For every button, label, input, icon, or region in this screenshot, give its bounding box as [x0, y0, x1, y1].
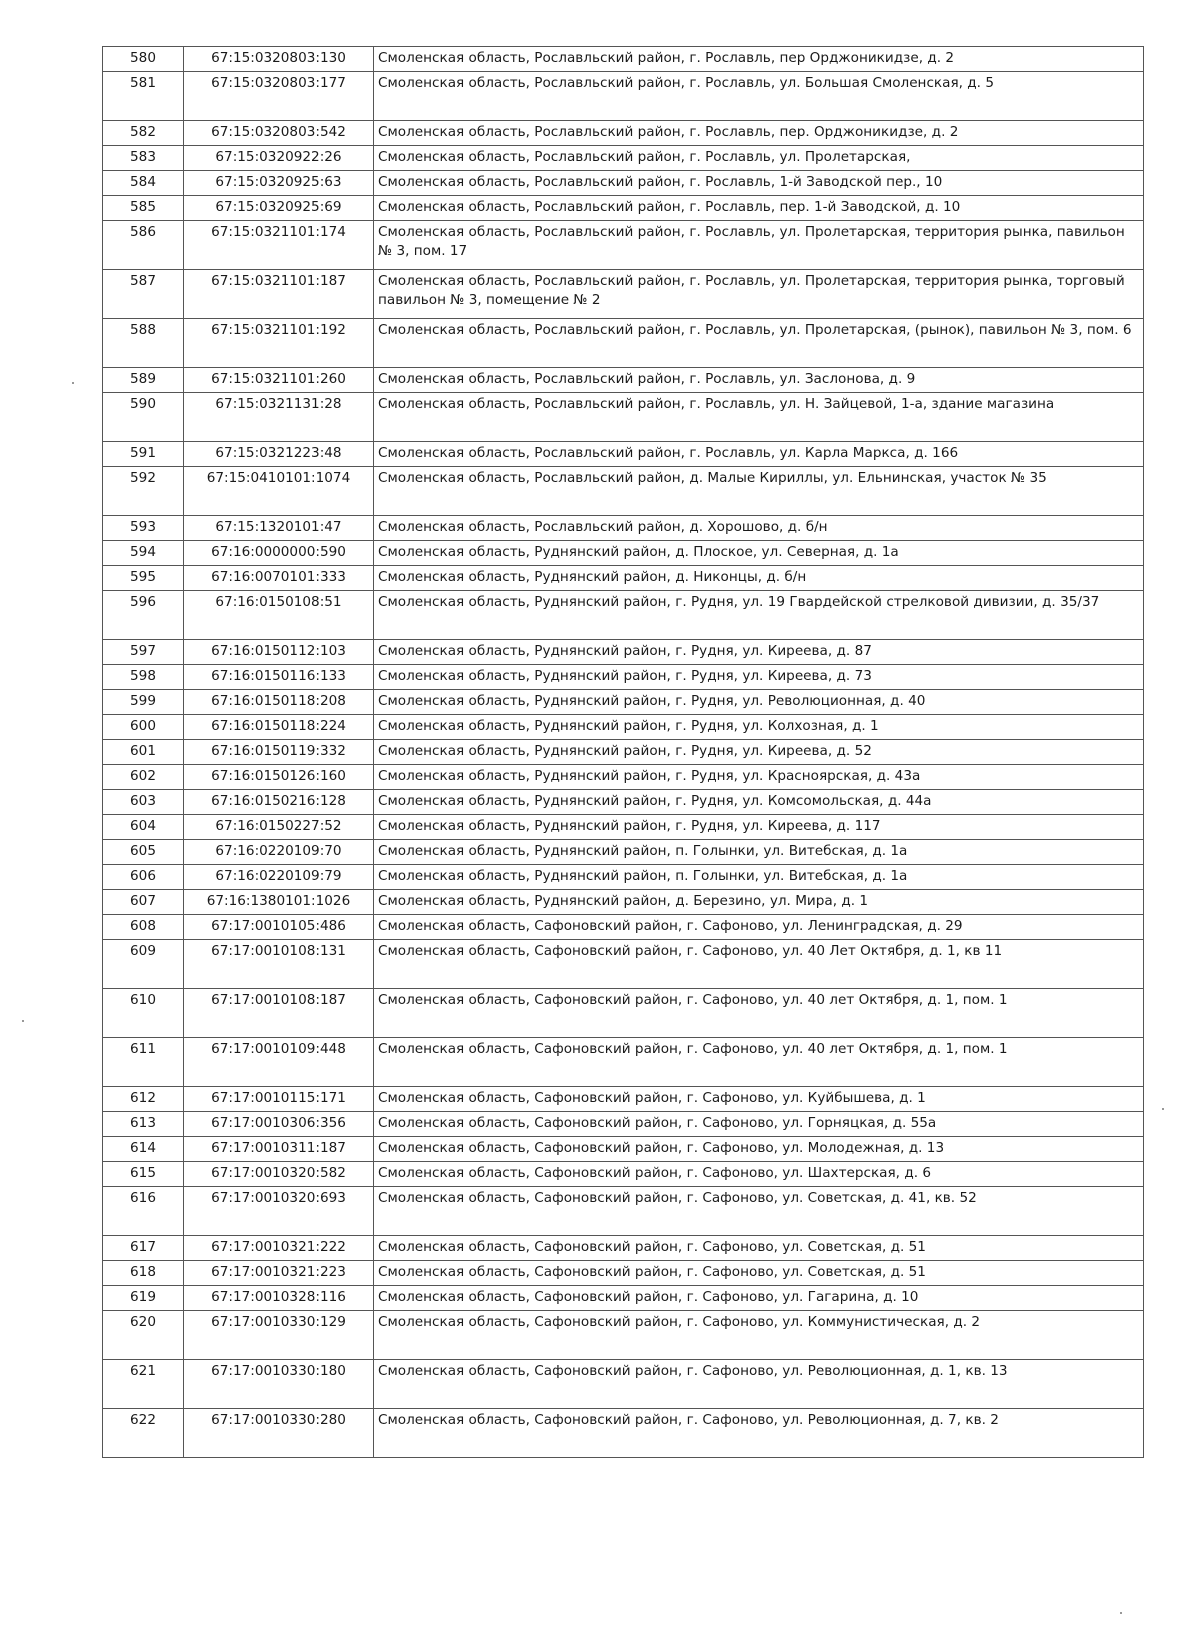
- table-row: [103, 1311, 1144, 1360]
- address-cell: Смоленская область, Руднянский район, п. Голынки, ул. Витебская, д. 1а: [374, 865, 1144, 890]
- address-cell: Смоленская область, Рославльский район, г. Рославль, ул. Пролетарская,: [374, 146, 1144, 171]
- table-row: [103, 1087, 1144, 1112]
- table-row: [103, 890, 1144, 915]
- scan-speck: [1162, 1108, 1164, 1110]
- address-cell: Смоленская область, Руднянский район, г. Рудня, ул. Красноярская, д. 43а: [374, 765, 1144, 790]
- cadastral-number-cell: 67:17:0010320:582: [184, 1162, 374, 1187]
- address-cell: Смоленская область, Руднянский район, г. Рудня, ул. Киреева, д. 87: [374, 640, 1144, 665]
- table-row: [103, 47, 1144, 72]
- row-number-cell: 585: [103, 196, 184, 221]
- cadastral-number-cell: 67:15:0321223:48: [184, 442, 374, 467]
- cadastral-number-cell: 67:17:0010328:116: [184, 1286, 374, 1311]
- address-cell: Смоленская область, Сафоновский район, г. Сафоново, ул. Куйбышева, д. 1: [374, 1087, 1144, 1112]
- row-number-cell: 593: [103, 516, 184, 541]
- cadastral-number-cell: 67:16:0150216:128: [184, 790, 374, 815]
- row-number-cell: 586: [103, 221, 184, 270]
- row-number-cell: 589: [103, 368, 184, 393]
- cadastral-number-cell: 67:16:0220109:79: [184, 865, 374, 890]
- row-number-cell: 597: [103, 640, 184, 665]
- address-cell: Смоленская область, Рославльский район, г. Рославль, ул. Карла Маркса, д. 166: [374, 442, 1144, 467]
- table-row: [103, 1286, 1144, 1311]
- row-number-cell: 621: [103, 1360, 184, 1409]
- cadastral-number-cell: 67:16:0150119:332: [184, 740, 374, 765]
- table-row: [103, 171, 1144, 196]
- row-number-cell: 620: [103, 1311, 184, 1360]
- table-row: [103, 121, 1144, 146]
- address-cell: Смоленская область, Руднянский район, г. Рудня, ул. Киреева, д. 117: [374, 815, 1144, 840]
- row-number-cell: 617: [103, 1236, 184, 1261]
- table-row: [103, 1137, 1144, 1162]
- registry-table-body: [103, 47, 1144, 1458]
- cadastral-number-cell: 67:17:0010115:171: [184, 1087, 374, 1112]
- row-number-cell: 588: [103, 319, 184, 368]
- table-row: [103, 591, 1144, 640]
- table-row: [103, 790, 1144, 815]
- cadastral-number-cell: 67:17:0010109:448: [184, 1038, 374, 1087]
- address-cell: Смоленская область, Рославльский район, г. Рославль, ул. Большая Смоленская, д. 5: [374, 72, 1144, 121]
- address-cell: Смоленская область, Сафоновский район, г. Сафоново, ул. Ленинградская, д. 29: [374, 915, 1144, 940]
- table-row: [103, 865, 1144, 890]
- row-number-cell: 596: [103, 591, 184, 640]
- address-cell: Смоленская область, Сафоновский район, г. Сафоново, ул. Советская, д. 41, кв. 52: [374, 1187, 1144, 1236]
- cadastral-number-cell: 67:15:1320101:47: [184, 516, 374, 541]
- table-row: [103, 665, 1144, 690]
- address-cell: Смоленская область, Рославльский район, г. Рославль, ул. Пролетарская, (рынок), павильон № 3, пом. 6: [374, 319, 1144, 368]
- cadastral-number-cell: 67:15:0321101:260: [184, 368, 374, 393]
- table-row: [103, 1261, 1144, 1286]
- address-cell: Смоленская область, Руднянский район, г. Рудня, ул. Революционная, д. 40: [374, 690, 1144, 715]
- property-registry-table: [102, 46, 1144, 1458]
- row-number-cell: 599: [103, 690, 184, 715]
- address-cell: Смоленская область, Рославльский район, г. Рославль, ул. Пролетарская, территория рынка, торговый павильон № 3, помещение № 2: [374, 270, 1144, 319]
- scan-speck: [22, 1020, 24, 1022]
- row-number-cell: 598: [103, 665, 184, 690]
- row-number-cell: 616: [103, 1187, 184, 1236]
- table-row: [103, 368, 1144, 393]
- row-number-cell: 619: [103, 1286, 184, 1311]
- cadastral-number-cell: 67:16:0150108:51: [184, 591, 374, 640]
- cadastral-number-cell: 67:16:0000000:590: [184, 541, 374, 566]
- cadastral-number-cell: 67:17:0010330:180: [184, 1360, 374, 1409]
- table-row: [103, 566, 1144, 591]
- address-cell: Смоленская область, Рославльский район, г. Рославль, пер. 1-й Заводской, д. 10: [374, 196, 1144, 221]
- cadastral-number-cell: 67:17:0010105:486: [184, 915, 374, 940]
- address-cell: Смоленская область, Сафоновский район, г. Сафоново, ул. Революционная, д. 1, кв. 13: [374, 1360, 1144, 1409]
- address-cell: Смоленская область, Сафоновский район, г. Сафоново, ул. 40 Лет Октября, д. 1, кв 11: [374, 940, 1144, 989]
- cadastral-number-cell: 67:17:0010306:356: [184, 1112, 374, 1137]
- cadastral-number-cell: 67:17:0010108:131: [184, 940, 374, 989]
- address-cell: Смоленская область, Руднянский район, г. Рудня, ул. Киреева, д. 52: [374, 740, 1144, 765]
- table-row: [103, 196, 1144, 221]
- address-cell: Смоленская область, Рославльский район, д. Малые Кириллы, ул. Ельнинская, участок № 35: [374, 467, 1144, 516]
- row-number-cell: 587: [103, 270, 184, 319]
- cadastral-number-cell: 67:17:0010108:187: [184, 989, 374, 1038]
- cadastral-number-cell: 67:16:0150118:224: [184, 715, 374, 740]
- cadastral-number-cell: 67:16:0150118:208: [184, 690, 374, 715]
- table-row: [103, 541, 1144, 566]
- row-number-cell: 615: [103, 1162, 184, 1187]
- row-number-cell: 580: [103, 47, 184, 72]
- row-number-cell: 591: [103, 442, 184, 467]
- row-number-cell: 603: [103, 790, 184, 815]
- address-cell: Смоленская область, Руднянский район, г. Рудня, ул. Комсомольская, д. 44а: [374, 790, 1144, 815]
- table-row: [103, 715, 1144, 740]
- address-cell: Смоленская область, Сафоновский район, г. Сафоново, ул. Молодежная, д. 13: [374, 1137, 1144, 1162]
- address-cell: Смоленская область, Сафоновский район, г. Сафоново, ул. Горняцкая, д. 55а: [374, 1112, 1144, 1137]
- address-cell: Смоленская область, Рославльский район, д. Хорошово, д. б/н: [374, 516, 1144, 541]
- row-number-cell: 608: [103, 915, 184, 940]
- table-row: [103, 915, 1144, 940]
- row-number-cell: 601: [103, 740, 184, 765]
- row-number-cell: 618: [103, 1261, 184, 1286]
- cadastral-number-cell: 67:15:0321101:174: [184, 221, 374, 270]
- address-cell: Смоленская область, Рославльский район, г. Рославль, ул. Заслонова, д. 9: [374, 368, 1144, 393]
- table-row: [103, 1409, 1144, 1458]
- table-row: [103, 72, 1144, 121]
- table-row: [103, 393, 1144, 442]
- cadastral-number-cell: 67:15:0321101:187: [184, 270, 374, 319]
- row-number-cell: 584: [103, 171, 184, 196]
- address-cell: Смоленская область, Руднянский район, д. Никонцы, д. б/н: [374, 566, 1144, 591]
- address-cell: Смоленская область, Руднянский район, г. Рудня, ул. 19 Гвардейской стрелковой дивизии, д. 35/37: [374, 591, 1144, 640]
- row-number-cell: 581: [103, 72, 184, 121]
- table-row: [103, 690, 1144, 715]
- address-cell: Смоленская область, Сафоновский район, г. Сафоново, ул. Революционная, д. 7, кв. 2: [374, 1409, 1144, 1458]
- scan-speck: [72, 382, 74, 384]
- table-row: [103, 1187, 1144, 1236]
- table-row: [103, 740, 1144, 765]
- cadastral-number-cell: 67:16:0070101:333: [184, 566, 374, 591]
- table-row: [103, 1360, 1144, 1409]
- address-cell: Смоленская область, Рославльский район, г. Рославль, ул. Н. Зайцевой, 1-а, здание магазина: [374, 393, 1144, 442]
- row-number-cell: 594: [103, 541, 184, 566]
- table-row: [103, 940, 1144, 989]
- address-cell: Смоленская область, Сафоновский район, г. Сафоново, ул. Советская, д. 51: [374, 1261, 1144, 1286]
- address-cell: Смоленская область, Сафоновский район, г. Сафоново, ул. Гагарина, д. 10: [374, 1286, 1144, 1311]
- address-cell: Смоленская область, Руднянский район, г. Рудня, ул. Киреева, д. 73: [374, 665, 1144, 690]
- row-number-cell: 613: [103, 1112, 184, 1137]
- address-cell: Смоленская область, Рославльский район, г. Рославль, пер Орджоникидзе, д. 2: [374, 47, 1144, 72]
- cadastral-number-cell: 67:16:1380101:1026: [184, 890, 374, 915]
- cadastral-number-cell: 67:15:0320922:26: [184, 146, 374, 171]
- row-number-cell: 604: [103, 815, 184, 840]
- cadastral-number-cell: 67:15:0320803:542: [184, 121, 374, 146]
- row-number-cell: 602: [103, 765, 184, 790]
- table-row: [103, 815, 1144, 840]
- cadastral-number-cell: 67:16:0150126:160: [184, 765, 374, 790]
- table-row: [103, 516, 1144, 541]
- row-number-cell: 612: [103, 1087, 184, 1112]
- address-cell: Смоленская область, Сафоновский район, г. Сафоново, ул. Шахтерская, д. 6: [374, 1162, 1144, 1187]
- cadastral-number-cell: 67:15:0320925:63: [184, 171, 374, 196]
- cadastral-number-cell: 67:16:0150116:133: [184, 665, 374, 690]
- address-cell: Смоленская область, Сафоновский район, г. Сафоново, ул. Советская, д. 51: [374, 1236, 1144, 1261]
- address-cell: Смоленская область, Рославльский район, г. Рославль, пер. Орджоникидзе, д. 2: [374, 121, 1144, 146]
- cadastral-number-cell: 67:16:0150227:52: [184, 815, 374, 840]
- table-row: [103, 765, 1144, 790]
- row-number-cell: 607: [103, 890, 184, 915]
- cadastral-number-cell: 67:15:0321101:192: [184, 319, 374, 368]
- table-row: [103, 989, 1144, 1038]
- table-row: [103, 840, 1144, 865]
- address-cell: Смоленская область, Руднянский район, д. Плоское, ул. Северная, д. 1а: [374, 541, 1144, 566]
- table-row: [103, 1162, 1144, 1187]
- table-row: [103, 146, 1144, 171]
- cadastral-number-cell: 67:15:0320925:69: [184, 196, 374, 221]
- cadastral-number-cell: 67:15:0320803:177: [184, 72, 374, 121]
- row-number-cell: 610: [103, 989, 184, 1038]
- row-number-cell: 611: [103, 1038, 184, 1087]
- row-number-cell: 590: [103, 393, 184, 442]
- address-cell: Смоленская область, Сафоновский район, г. Сафоново, ул. 40 лет Октября, д. 1, пом. 1: [374, 989, 1144, 1038]
- row-number-cell: 583: [103, 146, 184, 171]
- table-row: [103, 221, 1144, 270]
- cadastral-number-cell: 67:16:0220109:70: [184, 840, 374, 865]
- cadastral-number-cell: 67:17:0010321:222: [184, 1236, 374, 1261]
- row-number-cell: 582: [103, 121, 184, 146]
- cadastral-number-cell: 67:17:0010320:693: [184, 1187, 374, 1236]
- row-number-cell: 605: [103, 840, 184, 865]
- cadastral-number-cell: 67:17:0010330:129: [184, 1311, 374, 1360]
- row-number-cell: 595: [103, 566, 184, 591]
- table-row: [103, 1038, 1144, 1087]
- address-cell: Смоленская область, Руднянский район, г. Рудня, ул. Колхозная, д. 1: [374, 715, 1144, 740]
- cadastral-number-cell: 67:15:0410101:1074: [184, 467, 374, 516]
- table-row: [103, 640, 1144, 665]
- cadastral-number-cell: 67:16:0150112:103: [184, 640, 374, 665]
- cadastral-number-cell: 67:17:0010330:280: [184, 1409, 374, 1458]
- row-number-cell: 614: [103, 1137, 184, 1162]
- row-number-cell: 606: [103, 865, 184, 890]
- row-number-cell: 609: [103, 940, 184, 989]
- address-cell: Смоленская область, Руднянский район, п. Голынки, ул. Витебская, д. 1а: [374, 840, 1144, 865]
- table-row: [103, 270, 1144, 319]
- table-row: [103, 467, 1144, 516]
- scan-speck: [1120, 1612, 1122, 1614]
- table-row: [103, 319, 1144, 368]
- cadastral-number-cell: 67:15:0320803:130: [184, 47, 374, 72]
- table-row: [103, 442, 1144, 467]
- row-number-cell: 592: [103, 467, 184, 516]
- address-cell: Смоленская область, Сафоновский район, г. Сафоново, ул. 40 лет Октября, д. 1, пом. 1: [374, 1038, 1144, 1087]
- address-cell: Смоленская область, Сафоновский район, г. Сафоново, ул. Коммунистическая, д. 2: [374, 1311, 1144, 1360]
- cadastral-number-cell: 67:17:0010321:223: [184, 1261, 374, 1286]
- address-cell: Смоленская область, Рославльский район, г. Рославль, 1-й Заводской пер., 10: [374, 171, 1144, 196]
- table-row: [103, 1112, 1144, 1137]
- table-row: [103, 1236, 1144, 1261]
- address-cell: Смоленская область, Рославльский район, г. Рославль, ул. Пролетарская, территория рынка, павильон № 3, пом. 17: [374, 221, 1144, 270]
- cadastral-number-cell: 67:17:0010311:187: [184, 1137, 374, 1162]
- row-number-cell: 600: [103, 715, 184, 740]
- cadastral-number-cell: 67:15:0321131:28: [184, 393, 374, 442]
- address-cell: Смоленская область, Руднянский район, д. Березино, ул. Мира, д. 1: [374, 890, 1144, 915]
- row-number-cell: 622: [103, 1409, 184, 1458]
